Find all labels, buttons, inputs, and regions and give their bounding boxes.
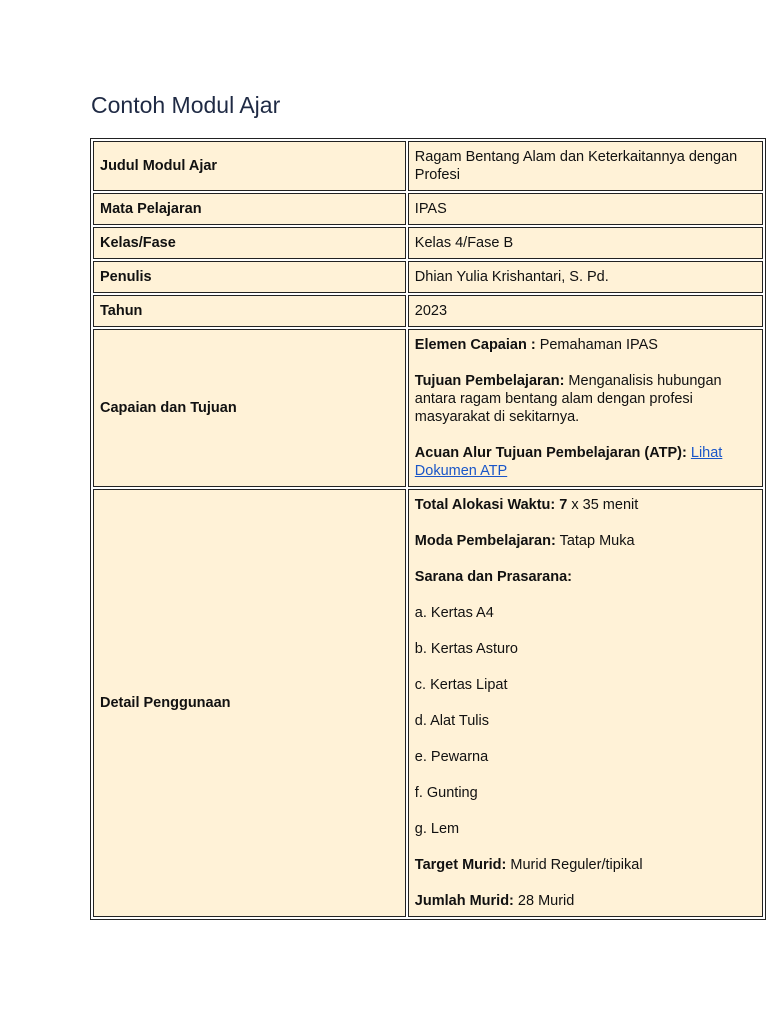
tujuan-pembelajaran-label: Tujuan Pembelajaran:	[414, 373, 565, 389]
acuan-atp-label: Acuan Alur Tujuan Pembelajaran (ATP):	[414, 445, 687, 461]
list-item: f. Gunting	[414, 785, 478, 801]
moda-pembelajaran	[415, 532, 756, 550]
row-value-detail	[408, 489, 763, 917]
table-row	[93, 329, 763, 487]
elemen-capaian-label: Elemen Capaian :	[414, 337, 536, 353]
table-row	[93, 261, 763, 293]
elemen-capaian	[415, 336, 756, 354]
row-value-kelas-fase: Kelas 4/Fase B	[408, 227, 763, 259]
row-label-mata-pelajaran: Mata Pelajaran	[93, 193, 406, 225]
row-label-judul: Judul Modul Ajar	[93, 141, 406, 191]
table-row	[93, 489, 763, 917]
list-item: a. Kertas A4	[414, 605, 494, 621]
row-label-kelas-fase: Kelas/Fase	[93, 227, 406, 259]
alokasi-waktu	[415, 496, 756, 514]
row-value-mata-pelajaran: IPAS	[408, 193, 763, 225]
row-value-judul: Ragam Bentang Alam dan Keterkaitannya dengan Profesi	[408, 141, 763, 191]
alokasi-waktu-count: 7	[555, 497, 568, 513]
target-murid-value: Murid Reguler/tipikal	[506, 857, 643, 873]
page-title: Contoh Modul Ajar	[91, 92, 281, 118]
table-row	[93, 141, 763, 191]
list-item: c. Kertas Lipat	[414, 677, 508, 693]
jumlah-murid-label: Jumlah Murid:	[414, 893, 514, 909]
target-murid	[415, 856, 756, 874]
module-info-table	[90, 138, 766, 920]
row-value-tahun: 2023	[408, 295, 763, 327]
moda-pembelajaran-label: Moda Pembelajaran:	[414, 533, 556, 549]
elemen-capaian-value: Pemahaman IPAS	[535, 337, 658, 353]
jumlah-murid	[415, 892, 756, 910]
list-item: g. Lem	[414, 821, 460, 837]
row-label-detail: Detail Penggunaan	[93, 489, 406, 917]
list-item: d. Alat Tulis	[414, 713, 489, 729]
tujuan-pembelajaran	[415, 372, 756, 426]
moda-pembelajaran-value: Tatap Muka	[555, 533, 635, 549]
sarana-prasarana-label: Sarana dan Prasarana:	[414, 569, 572, 585]
table-row	[93, 193, 763, 225]
alokasi-waktu-value: x 35 menit	[567, 497, 639, 513]
atp-document-link[interactable]: Lihat Dokumen ATP	[414, 445, 723, 479]
list-item: b. Kertas Asturo	[414, 641, 518, 657]
row-label-tahun: Tahun	[93, 295, 406, 327]
row-label-penulis: Penulis	[93, 261, 406, 293]
target-murid-label: Target Murid:	[414, 857, 507, 873]
row-value-capaian	[408, 329, 763, 487]
table-row	[93, 295, 763, 327]
row-label-capaian: Capaian dan Tujuan	[93, 329, 406, 487]
tujuan-pembelajaran-value: Menganalisis hubungan antara ragam bentang alam dengan profesi masyarakat di sekitarnya.	[414, 373, 722, 425]
alokasi-waktu-label: Total Alokasi Waktu:	[414, 497, 556, 513]
list-item: e. Pewarna	[414, 749, 489, 765]
jumlah-murid-value: 28 Murid	[513, 893, 575, 909]
row-value-penulis: Dhian Yulia Krishantari, S. Pd.	[408, 261, 763, 293]
acuan-atp	[415, 444, 756, 480]
table-row	[93, 227, 763, 259]
